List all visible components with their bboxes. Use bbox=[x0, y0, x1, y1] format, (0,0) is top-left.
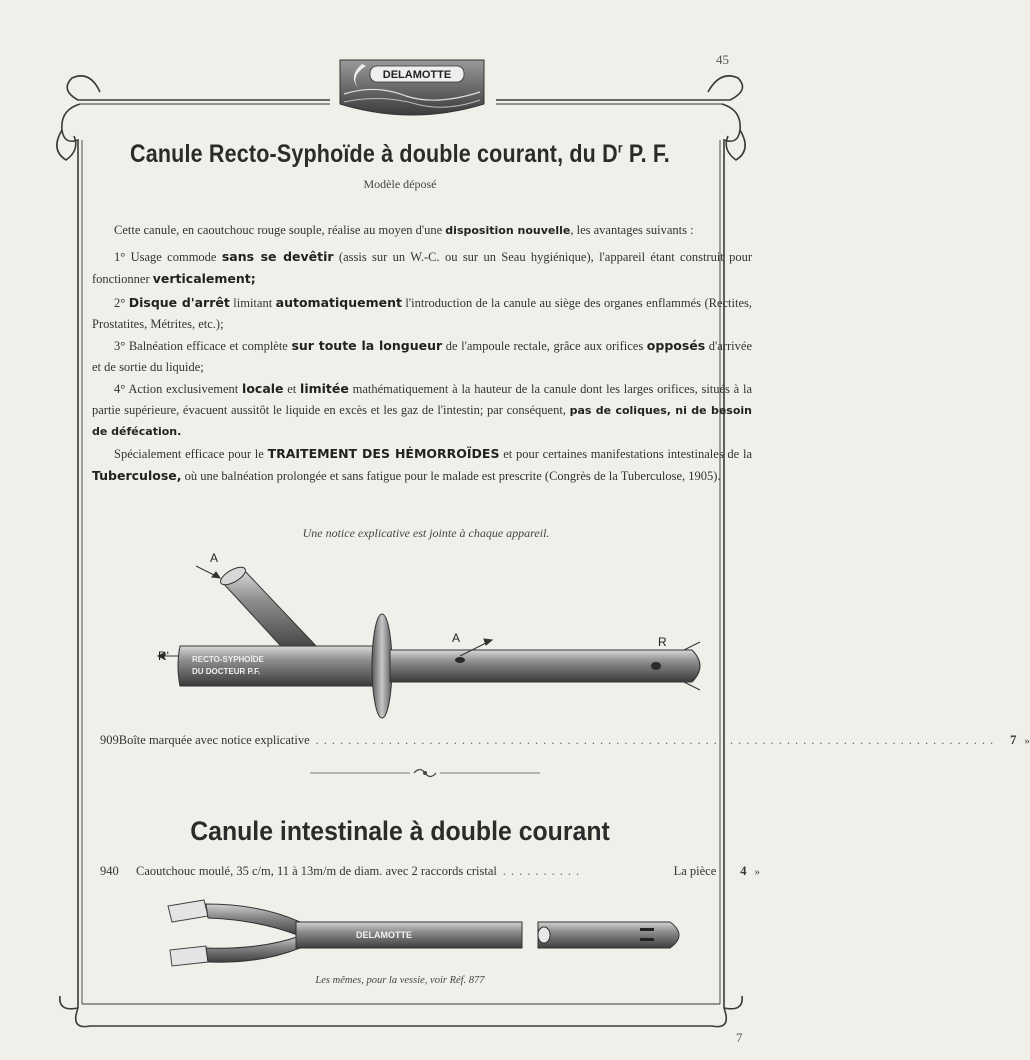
feature-3: 3° Balnéation efficace et complète sur toute la longueur de l'ampoule rectale, grâce aux orifices opposés d'arrivée et de sortie du liquide; bbox=[92, 338, 752, 374]
item-price: 4 bbox=[740, 864, 747, 878]
section-2-title: Canule intestinale à double courant bbox=[190, 816, 610, 846]
item-description: Caoutchouc moulé, 35 c/m, 11 à 13m/m de diam. avec 2 raccords cristal bbox=[136, 864, 497, 878]
engraving-line-2: DU DOCTEUR P.F. bbox=[192, 667, 261, 676]
label-r-left: R' bbox=[158, 649, 169, 663]
item-unit: » bbox=[754, 866, 760, 878]
feature-1: 1° Usage commode sans se devêtir (assis sur un W.-C. ou sur un Seau hygiénique), l'appareil étant construit pour fonctionner verticalement; bbox=[92, 249, 753, 286]
item-price: 7 bbox=[1010, 733, 1017, 747]
item-940-row: 940 Caoutchouc moulé, 35 c/m, 11 à 13m/m de diam. avec 2 raccords cristal .......... La pièce 4 » bbox=[100, 864, 760, 878]
subtitle: Modèle déposé bbox=[363, 177, 437, 191]
item-qualifier: La pièce bbox=[673, 864, 717, 878]
page-number-top: 45 bbox=[716, 52, 729, 67]
label-a-top: A bbox=[210, 551, 219, 565]
title-text: Canule Recto-Syphoïde à double courant, du D bbox=[130, 140, 618, 168]
item-unit: » bbox=[1024, 735, 1030, 747]
page-title bbox=[56, 140, 744, 169]
feature-4: 4° Action exclusivement locale et limitée mathématiquement à la hauteur de la canule dont les larges orifices, situés à la partie supérieure, évacuent aussitôt le liquide en excès et les gaz de l'intestin; par conséquent, pas de coliques, ni de besoin de défécation. bbox=[92, 381, 752, 438]
item-description: Boîte marquée avec notice explicative bbox=[118, 733, 310, 747]
delamotte-logo bbox=[336, 54, 488, 120]
item-number: 940 bbox=[100, 864, 119, 878]
page-number-bottom: 7 bbox=[736, 1030, 743, 1045]
section-divider bbox=[310, 766, 540, 780]
tube-engraving: DELAMOTTE bbox=[356, 930, 412, 940]
hemorrhoids-paragraph: Spécialement efficace pour le TRAITEMENT DES HÉMORROÏDES et pour certaines manifestations intestinales de la Tuberculose, où une balnéation prolongée et sans fatigue pour le malade est prescrite (Congrès de la Tuberculose, 1905). bbox=[92, 446, 752, 483]
notice-caption: Une notice explicative est jointe à chaque appareil. bbox=[302, 526, 550, 540]
item-909-row: 909 Boîte marquée avec notice explicative .................................................................................... 7 » bbox=[100, 733, 1030, 747]
intro-paragraph: Cette canule, en caoutchouc rouge souple, réalise au moyen d'une disposition nouvelle, les avantages suivants : bbox=[114, 223, 694, 237]
logo-text: DELAMOTTE bbox=[382, 69, 452, 81]
item-number: 909 bbox=[100, 733, 119, 747]
title-text-end: P. F. bbox=[622, 140, 670, 168]
cannula-illustration bbox=[140, 548, 720, 718]
engraving-line-1: RECTO-SYPHOÏDE bbox=[192, 655, 264, 664]
intestinal-cannula-illustration bbox=[160, 892, 700, 972]
label-r-right: R bbox=[658, 635, 667, 649]
bladder-caption: Les mêmes, pour la vessie, voir Réf. 877 bbox=[315, 975, 485, 986]
title-superscript: r bbox=[617, 139, 623, 156]
label-a-mid: A bbox=[452, 631, 461, 645]
feature-2: 2° Disque d'arrêt limitant automatiquement l'introduction de la canule au siège des organes enflammés (Rectites, Prostatites, Métrites, etc.); bbox=[92, 295, 753, 331]
